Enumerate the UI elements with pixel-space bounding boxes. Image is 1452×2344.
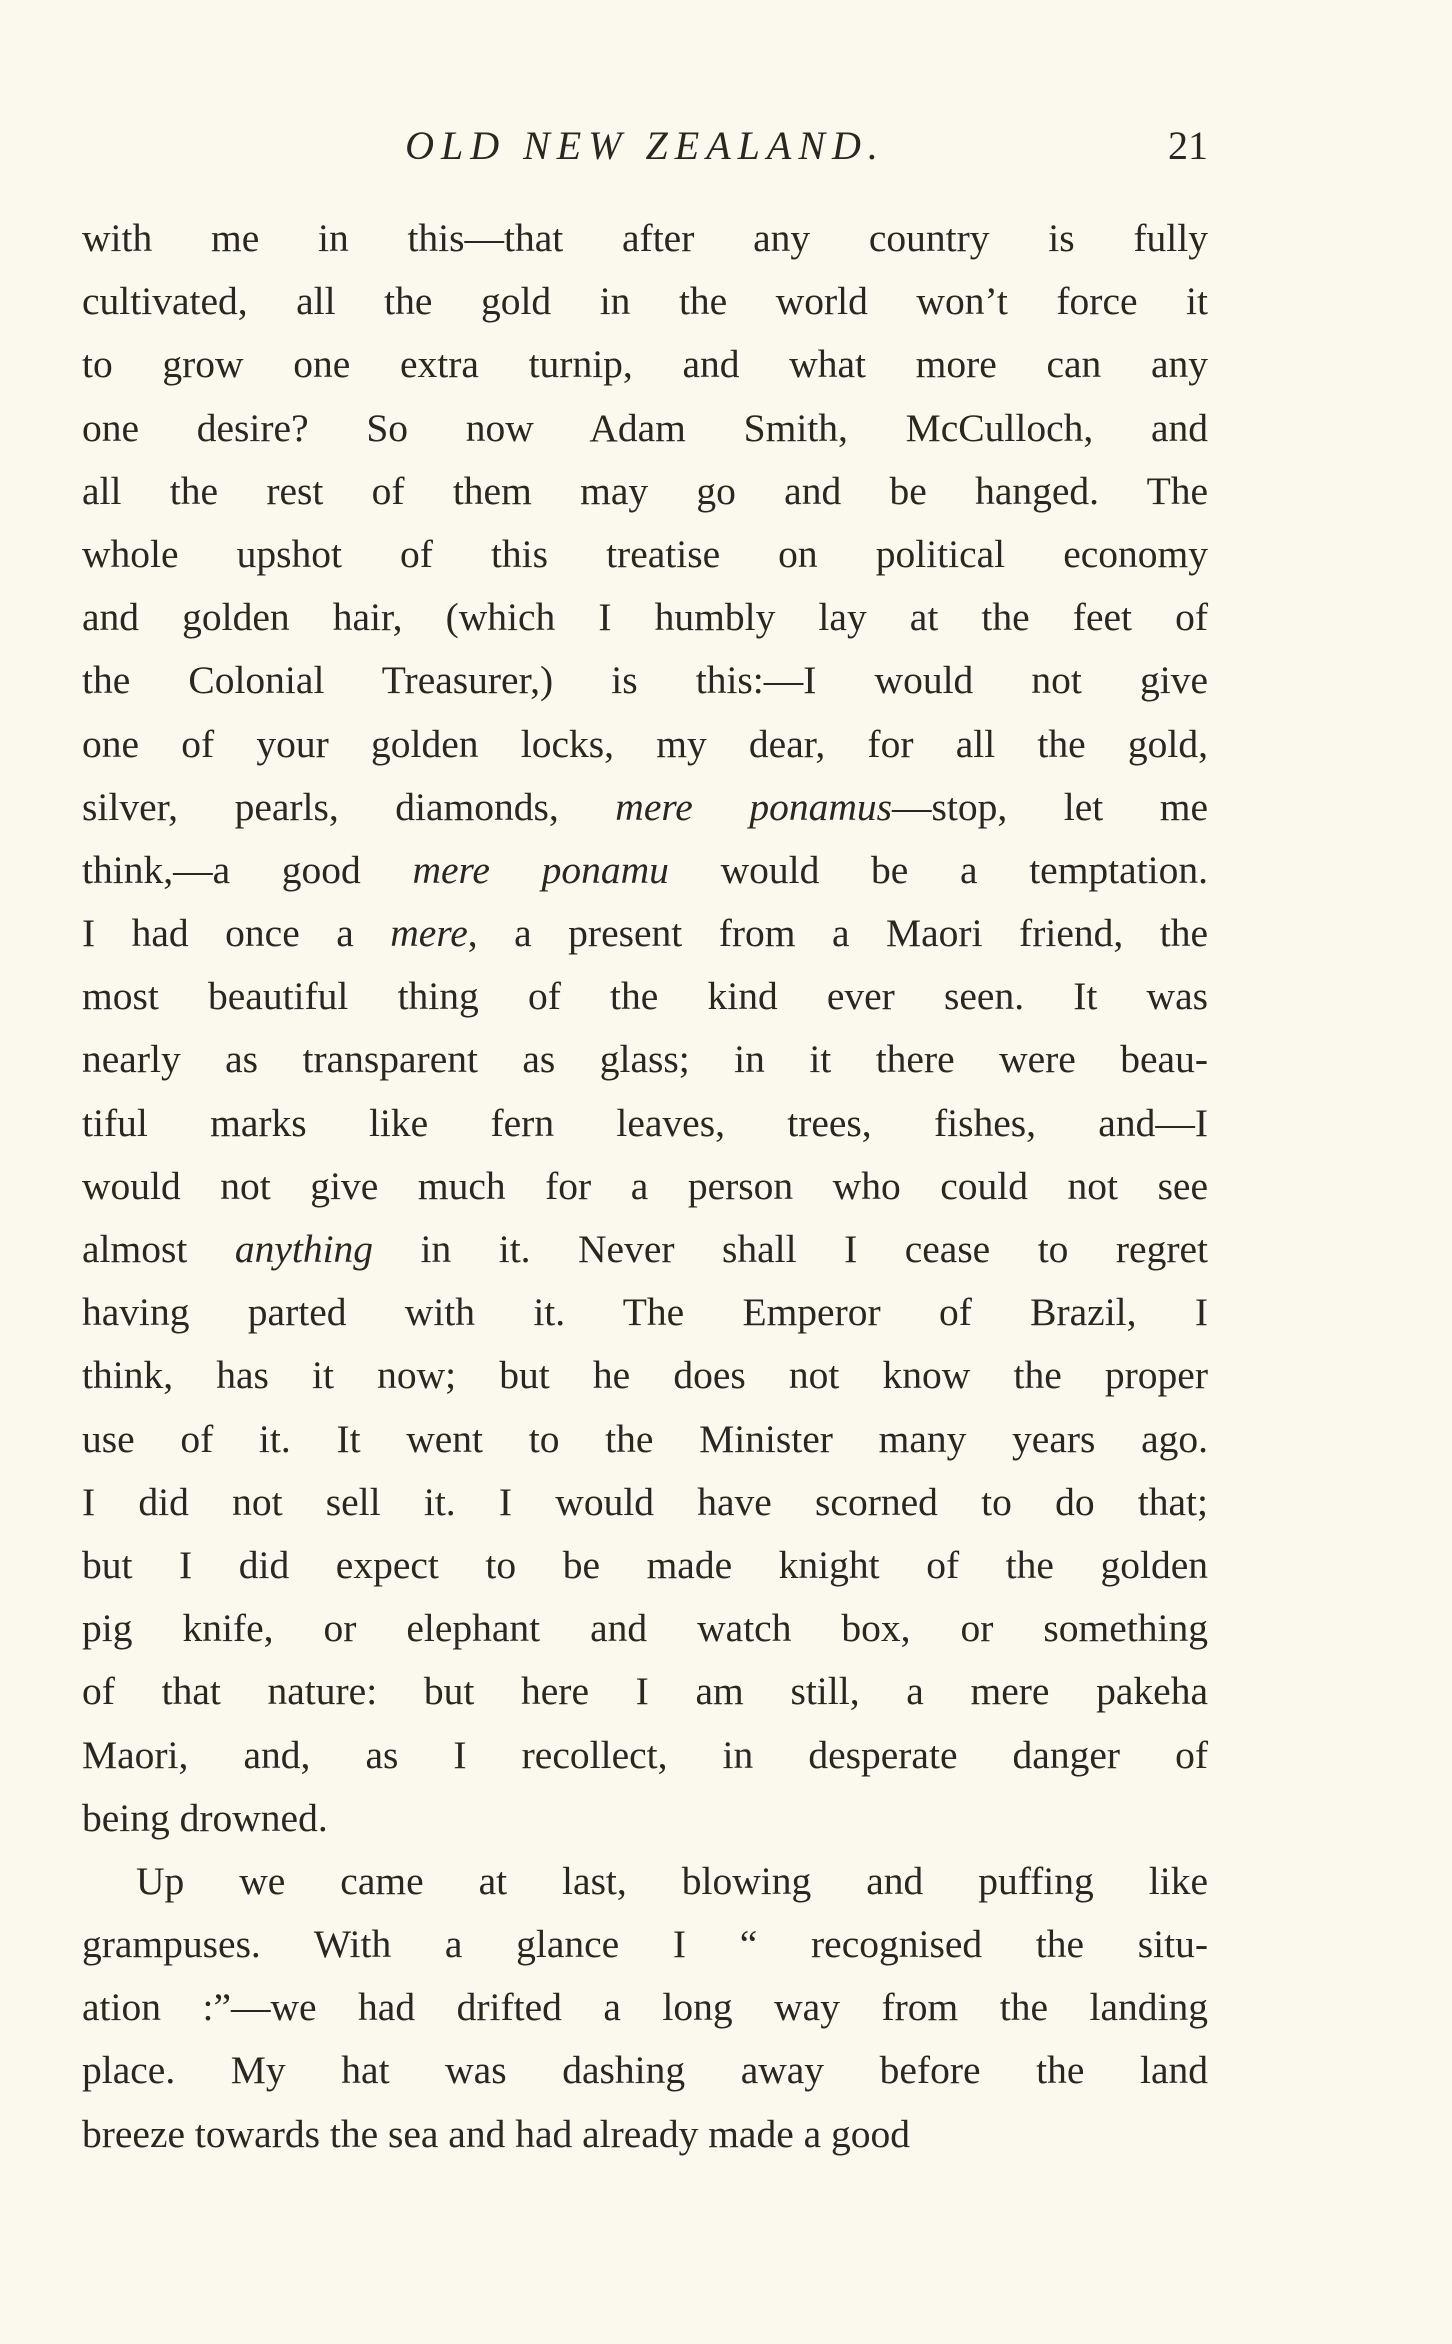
italic-text: anything [234,1227,374,1271]
text-segment: I did not sell it. I would have scorned to do that; [82,1479,1208,1524]
text-segment: whole upshot of this treatise on political economy [82,531,1208,576]
text-segment: being drowned. [82,1795,328,1840]
text-segment: use of it. It went to the Minister many years ago. [82,1416,1208,1461]
body-text [82,207,1208,2166]
text-line [82,649,1208,712]
text-segment: place. My hat was dashing away before the land [82,2048,1208,2093]
text-segment: to grow one extra turnip, and what more can any [82,342,1208,387]
text-line [82,1850,1208,1913]
text-line [82,713,1208,776]
text-segment: with me in this—that after any country is fully [82,216,1208,260]
text-line [82,460,1208,523]
text-segment: of that nature: but here I am still, a mere pakeha [82,1669,1208,1714]
text-line [82,1724,1208,1787]
text-line [82,1976,1208,2039]
text-segment: but I did expect to be made knight of the golden [82,1542,1208,1587]
running-title: OLD NEW ZEALAND. [405,123,885,168]
text-line [82,965,1208,1028]
text-line [82,1218,1208,1281]
text-segment: the Colonial Treasurer,) is this:—I would not give [82,658,1208,703]
page-number: 21 [1168,123,1208,168]
text-segment: ation :”—we had drifted a long way from the landing [82,1985,1208,2030]
text-line [82,1913,1208,1976]
text-segment: breeze towards the sea and had already made a good [82,2111,911,2156]
text-segment: would not give much for a person who could not see [82,1163,1208,1208]
text-line [82,1597,1208,1660]
text-line [82,1092,1208,1155]
text-segment: would be a temptation. [668,847,1209,892]
text-line [82,1660,1208,1723]
text-segment: one of your golden locks, my dear, for all the gold, [82,721,1208,766]
text-segment: nearly as transparent as glass; in it there were beau- [82,1037,1208,1082]
text-line [82,1344,1208,1407]
text-line [82,586,1208,649]
text-line [82,207,1208,270]
text-line [82,902,1208,965]
text-segment: all the rest of them may go and be hanged. The [82,468,1208,513]
italic-text: mere ponamus [615,784,892,829]
text-line [82,776,1208,839]
paragraph [82,1850,1208,2166]
text-segment: think,—a good [82,847,413,892]
text-line [82,333,1208,396]
italic-text: mere [390,911,468,956]
italic-text: mere ponamu [412,847,669,892]
text-segment: Up we came at last, blowing and puffing like [136,1858,1208,1903]
text-segment: , a present from a Maori friend, the [467,911,1208,956]
text-segment: I had once a [82,911,391,956]
text-segment: silver, pearls, diamonds, [82,784,616,829]
text-segment: tiful marks like fern leaves, trees, fishes, and—I [82,1100,1208,1145]
paragraph [82,207,1208,1850]
text-line [82,1408,1208,1471]
text-segment: one desire? So now Adam Smith, McCulloch, and [82,405,1208,450]
text-segment: Maori, and, as I recollect, in desperate danger of [82,1732,1208,1777]
text-line [82,839,1208,902]
text-segment: most beautiful thing of the kind ever seen. It was [82,974,1208,1019]
text-line [82,1471,1208,1534]
text-segment: grampuses. With a glance I “ recognised the situ- [82,1922,1208,1967]
text-line [82,1534,1208,1597]
text-line [82,1028,1208,1091]
text-segment: almost [82,1227,235,1271]
text-segment: —stop, let me [891,784,1208,829]
page-header [82,118,1208,174]
text-segment: and golden hair, (which I humbly lay at the feet of [82,595,1208,640]
text-line [82,2039,1208,2102]
text-line [82,523,1208,586]
text-line [82,1155,1208,1218]
text-segment: pig knife, or elephant and watch box, or something [82,1606,1208,1651]
text-line [82,397,1208,460]
text-segment: cultivated, all the gold in the world won’t force it [82,279,1208,324]
text-line [82,2103,1208,2166]
text-segment: having parted with it. The Emperor of Brazil, I [82,1290,1208,1335]
text-line [82,270,1208,333]
text-line [82,1281,1208,1344]
text-line [82,1787,1208,1850]
text-segment: in it. Never shall I cease to regret [373,1227,1208,1271]
text-segment: think, has it now; but he does not know the proper [82,1353,1208,1398]
